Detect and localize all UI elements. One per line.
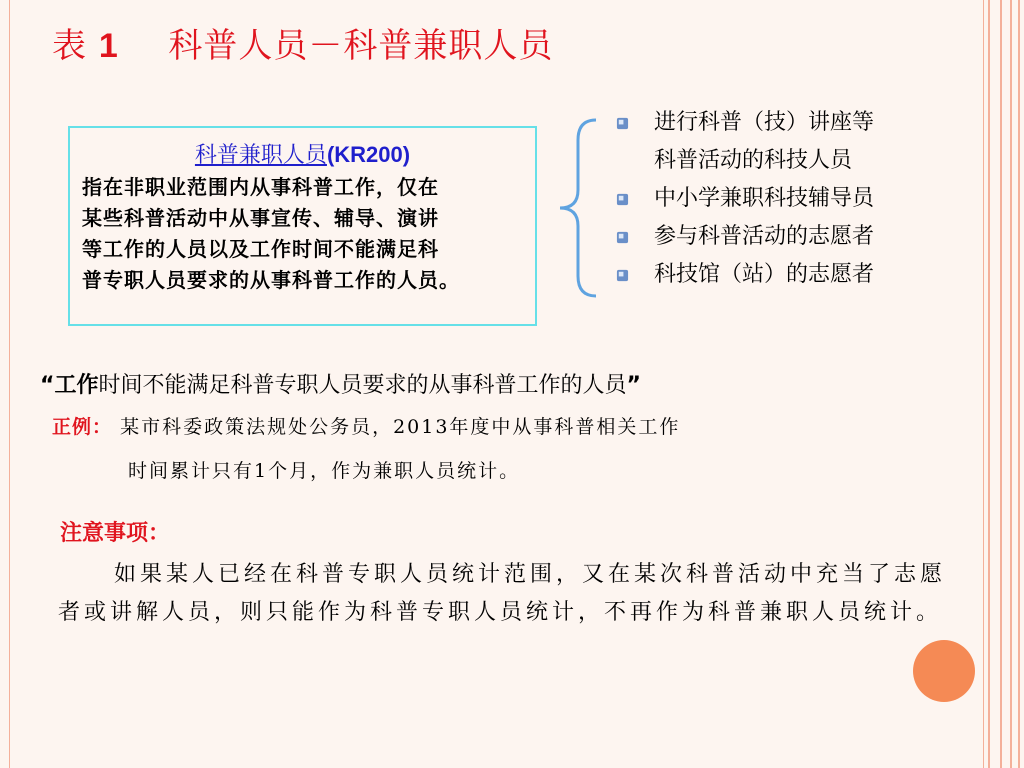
bullet-list	[612, 104, 952, 294]
example-label: 正例：	[52, 416, 113, 438]
note-body: 如果某人已经在科普专职人员统计范围，又在某次科普活动中充当了志愿者或讲解人员，则只能作为科普专职人员统计，不再作为科普兼职人员统计。	[58, 562, 947, 625]
definition-line: 等工作的人员以及工作时间不能满足科	[82, 237, 439, 261]
definition-line: 普专职人员要求的从事科普工作的人员。	[82, 268, 460, 292]
bullet-icon	[616, 193, 629, 206]
decor-stripe	[1000, 0, 1002, 768]
bullet-text: 进行科普（技）讲座等	[654, 110, 875, 135]
definition-heading-link[interactable]: 科普兼职人员	[194, 143, 327, 168]
definition-box	[68, 126, 537, 326]
bullet-item	[612, 218, 952, 256]
definition-code: (KR200)	[326, 142, 411, 167]
decor-circle	[913, 640, 975, 702]
bullet-text: 参与科普活动的志愿者	[654, 224, 875, 249]
bullet-item	[612, 256, 952, 294]
definition-line: 指在非职业范围内从事科普工作，仅在	[82, 175, 439, 199]
quote-line	[40, 368, 641, 399]
bullet-icon	[616, 231, 629, 244]
decor-stripe	[988, 0, 990, 768]
title-number: 1	[98, 27, 119, 65]
quote-highlight: 工作	[54, 373, 99, 398]
example-line-2: 时间累计只有1个月，作为兼职人员统计。	[128, 460, 521, 482]
bullet-item	[612, 180, 952, 218]
bullet-text: 科技馆（站）的志愿者	[654, 262, 875, 287]
bullet-icon	[616, 269, 629, 282]
example-text: 某市科委政策法规处公务员，2013年度中从事科普相关工作	[120, 416, 681, 438]
note-title: 注意事项：	[60, 521, 171, 546]
quote-close: ”	[626, 373, 641, 398]
definition-line: 某些科普活动中从事宣传、辅导、演讲	[82, 206, 439, 230]
bullet-continuation: 科普活动的科技人员	[654, 148, 853, 173]
definition-heading[interactable]	[70, 138, 535, 169]
bullet-icon	[616, 117, 629, 130]
decor-stripe	[1010, 0, 1012, 768]
definition-body	[82, 172, 532, 296]
quote-rest: 时间不能满足科普专职人员要求的从事科普工作的人员	[98, 373, 627, 398]
bullet-item	[612, 104, 952, 142]
example-line-1	[52, 412, 680, 439]
title-text: 科普人员－科普兼职人员	[168, 26, 554, 66]
decor-stripe	[1018, 0, 1020, 768]
brace-icon	[556, 118, 600, 298]
bullet-text: 中小学兼职科技辅导员	[654, 186, 875, 211]
title-prefix: 表	[52, 26, 87, 66]
slide-title	[52, 18, 553, 67]
quote-open: “	[40, 373, 55, 398]
